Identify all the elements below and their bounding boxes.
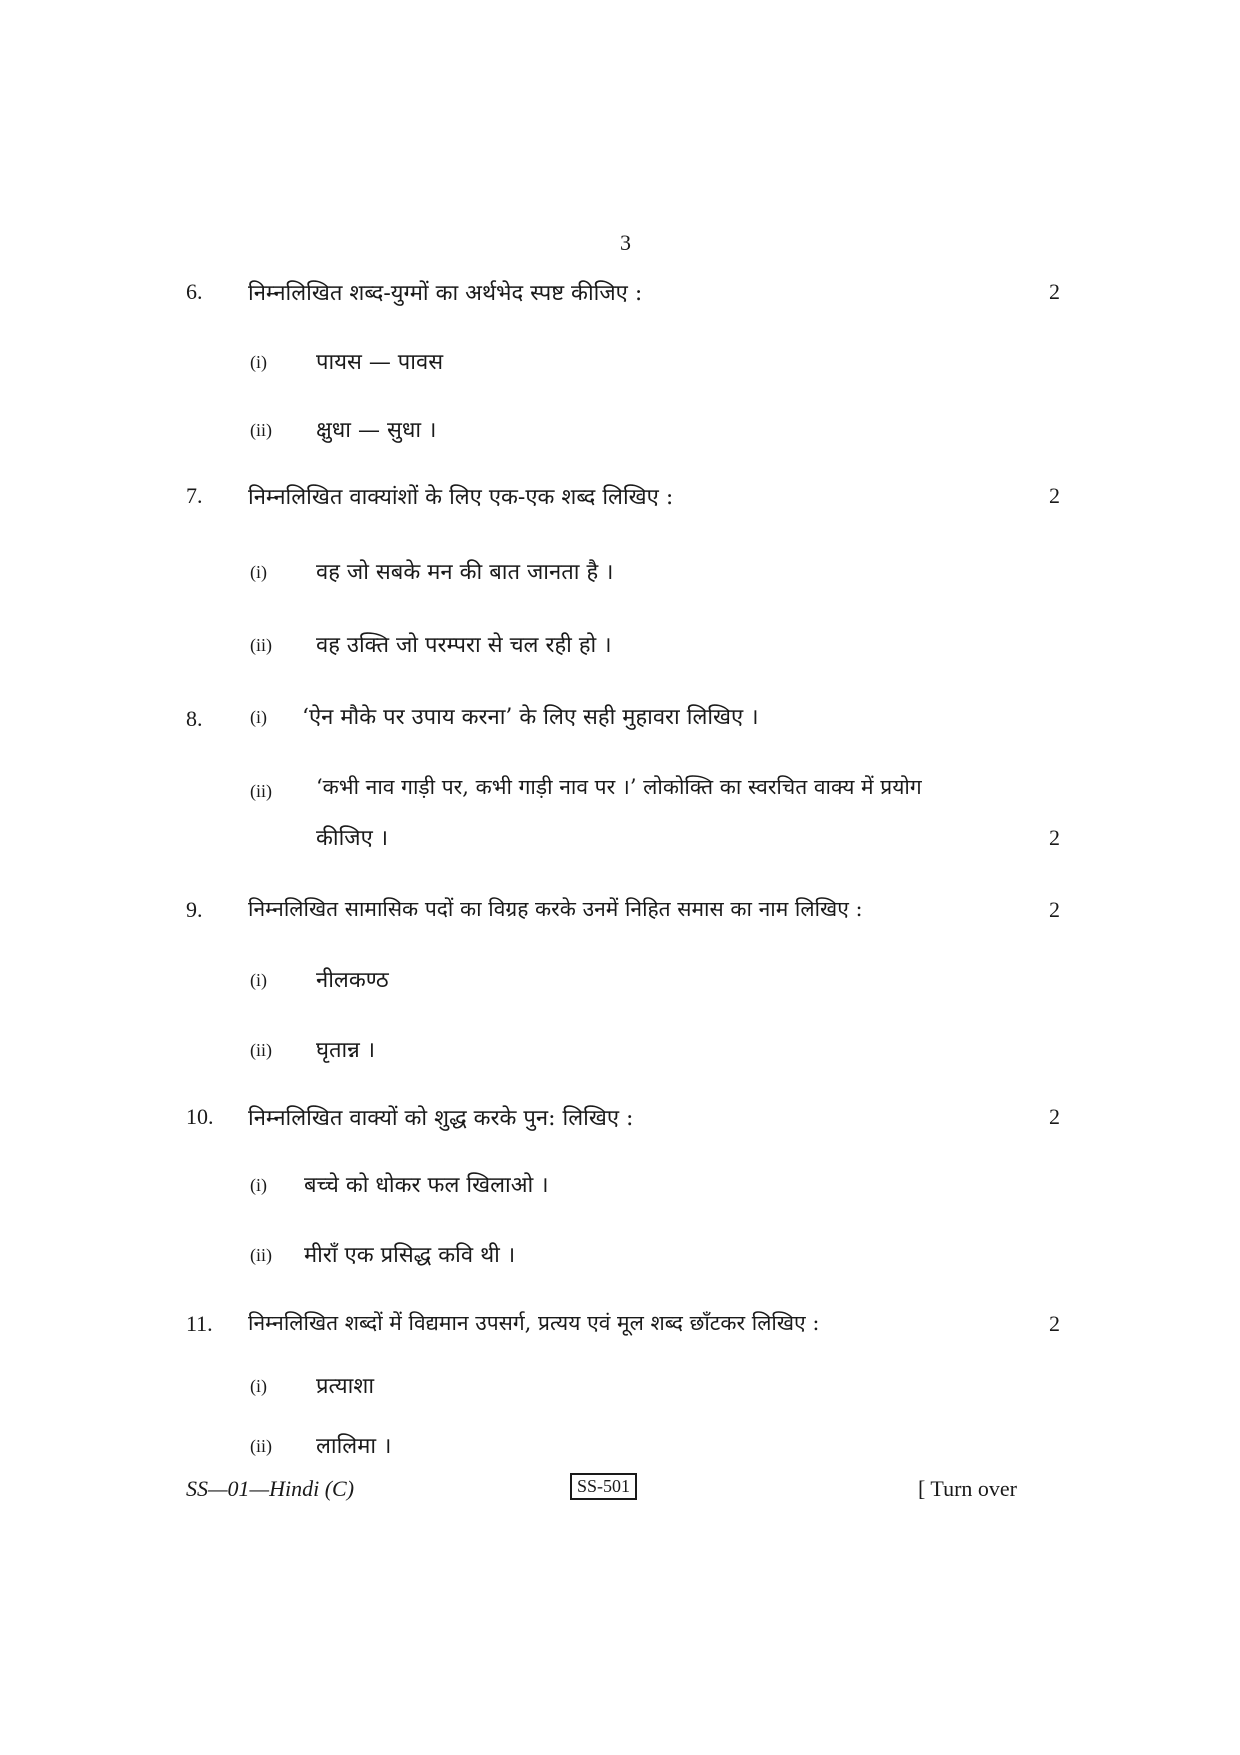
question-marks: 2 [1049,279,1060,304]
subpart-text: वह जो सबके मन की बात जानता है । [316,560,614,585]
question-number: 6. [186,279,203,304]
question-number: 8. [186,706,203,731]
question-text: निम्नलिखित शब्द-युग्मों का अर्थभेद स्पष्ट कीजिए : [248,281,643,306]
subpart-label: (ii) [250,1245,272,1265]
subpart-label: (i) [250,562,267,582]
question-marks: 2 [1049,1104,1060,1129]
question-number: 11. [186,1311,213,1336]
question-marks: 2 [1049,1311,1060,1336]
subpart-text: मीराँ एक प्रसिद्ध कवि थी । [304,1243,516,1268]
question-text: निम्नलिखित सामासिक पदों का विग्रह करके उनमें निहित समास का नाम लिखिए : [248,897,863,921]
subpart-text: लालिमा । [316,1434,392,1459]
subpart-text: वह उक्ति जो परम्परा से चल रही हो । [316,633,612,658]
subpart-label: (ii) [250,635,272,655]
question-text: निम्नलिखित वाक्यांशों के लिए एक-एक शब्द लिखिए : [248,485,674,510]
question-number: 7. [186,483,203,508]
subpart-text: ‘ऐन मौके पर उपाय करना’ के लिए सही मुहावरा लिखिए । [302,705,759,730]
question-number: 9. [186,897,203,922]
subpart-label: (i) [250,1175,267,1195]
subpart-text: घृतान्न । [316,1038,376,1063]
subpart-label: (i) [250,707,267,727]
subpart-text: नीलकण्ठ [316,968,389,993]
subpart-label: (i) [250,970,267,990]
subpart-text: क्षुधा — सुधा । [316,418,437,443]
question-marks: 2 [1049,825,1060,850]
subpart-text: प्रत्याशा [316,1374,375,1399]
subpart-text: ‘कभी नाव गाड़ी पर, कभी गाड़ी नाव पर ।’ लोकोक्ति का स्वरचित वाक्य में प्रयोग [316,775,922,799]
subpart-label: (ii) [250,1436,272,1456]
page-number: 3 [620,230,631,255]
question-number: 10. [186,1104,214,1129]
subpart-label: (i) [250,352,267,372]
question-text: निम्नलिखित वाक्यों को शुद्ध करके पुन: लिखिए : [248,1106,634,1131]
turn-over-note: [ Turn over [918,1476,1018,1501]
paper-code: SS—01—Hindi (C) [186,1476,355,1501]
question-text: निम्नलिखित शब्दों में विद्यमान उपसर्ग, प्रत्यय एवं मूल शब्द छाँटकर लिखिए : [248,1311,820,1335]
question-marks: 2 [1049,483,1060,508]
subpart-text-continued: कीजिए । [316,826,389,851]
subpart-text: पायस — पावस [316,350,444,375]
series-code-box: SS-501 [570,1473,637,1500]
subpart-text: बच्चे को धोकर फल खिलाओ । [304,1173,549,1198]
subpart-label: (ii) [250,1040,272,1060]
subpart-label: (ii) [250,420,272,440]
subpart-label: (ii) [250,781,272,801]
question-marks: 2 [1049,897,1060,922]
subpart-label: (i) [250,1376,267,1396]
